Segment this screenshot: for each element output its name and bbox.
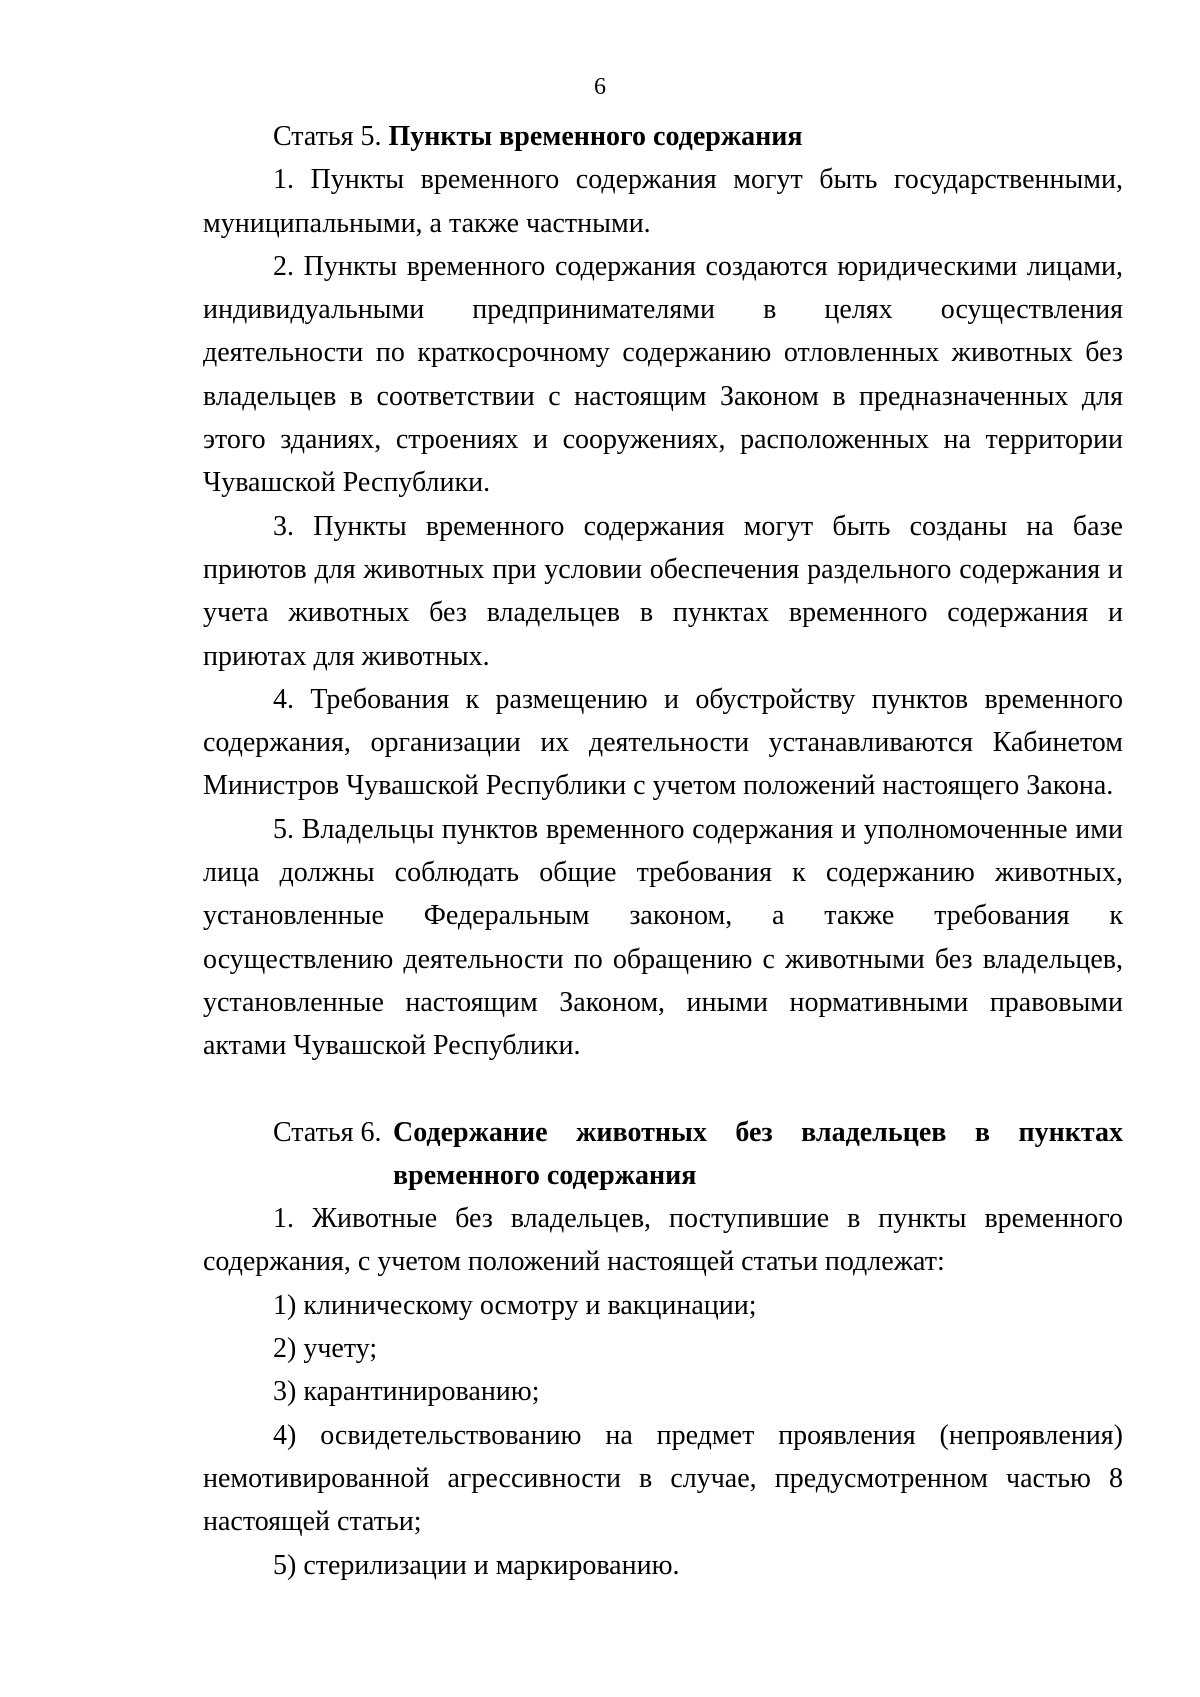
article-5-paragraph-5: 5. Владельцы пунктов временного содержания и уполномоченные ими лица должны соблюдать общие требования к содержанию животных, установленные Федеральным законом, а также требования к осуществлению деятельности по обращению с животными без владельцев, установленные настоящим Законом, иными нормативными правовыми актами Чувашской Республики. — [203, 813, 1123, 1062]
article-5-paragraph-2: 2. Пункты временного содержания создаются юридическими лицами, индивидуальными предпринимателями в целях осуществления деятельности по краткосрочному содержанию отловленных животных без владельцев в соответствии с настоящим Законом в предназначенных для этого зданиях, строениях и сооружениях, расположенных на территории Чувашской Республики. — [203, 250, 1123, 499]
article-5-heading — [203, 115, 1123, 158]
section-spacer — [203, 1068, 1123, 1111]
article-6-item-3: 3) карантинированию; — [273, 1376, 540, 1408]
article-6-label: Статья 6. — [273, 1116, 382, 1148]
article-5-paragraph-3: 3. Пункты временного содержания могут быть созданы на базе приютов для животных при условии обеспечения раздельного содержания и учета животных без владельцев в пунктах временного содержания и приютах для животных. — [203, 510, 1123, 672]
article-6-item-1: 1) клиническому осмотру и вакцинации; — [273, 1289, 757, 1321]
article-6-item-5: 5) стерилизации и маркированию. — [273, 1549, 680, 1581]
article-5-paragraph-1: 1. Пункты временного содержания могут быть государственными, муниципальными, а также частными. — [203, 164, 1123, 239]
article-5-label: Статья 5. — [273, 121, 382, 152]
article-6-paragraph-1: 1. Животные без владельцев, поступившие в пункты временного содержания, с учетом положений настоящей статьи подлежат: — [203, 1203, 1123, 1278]
article-6-item-4: 4) освидетельствованию на предмет проявления (непроявления) немотивированной агрессивности в случае, предусмотренном частью 8 настоящей статьи; — [203, 1419, 1123, 1538]
page-number: 6 — [594, 74, 606, 100]
article-6-title: Содержание животных без владельцев в пунктах временного содержания — [393, 1116, 1123, 1191]
article-6-heading — [203, 1111, 1123, 1198]
document-body — [203, 115, 1123, 1587]
article-5-title: Пункты временного содержания — [388, 121, 803, 152]
article-6-item-2: 2) учету; — [273, 1333, 378, 1365]
article-5-paragraph-4: 4. Требования к размещению и обустройству пунктов временного содержания, организации их деятельности устанавливаются Кабинетом Министров Чувашской Республики с учетом положений настоящего Закона. — [203, 683, 1123, 802]
